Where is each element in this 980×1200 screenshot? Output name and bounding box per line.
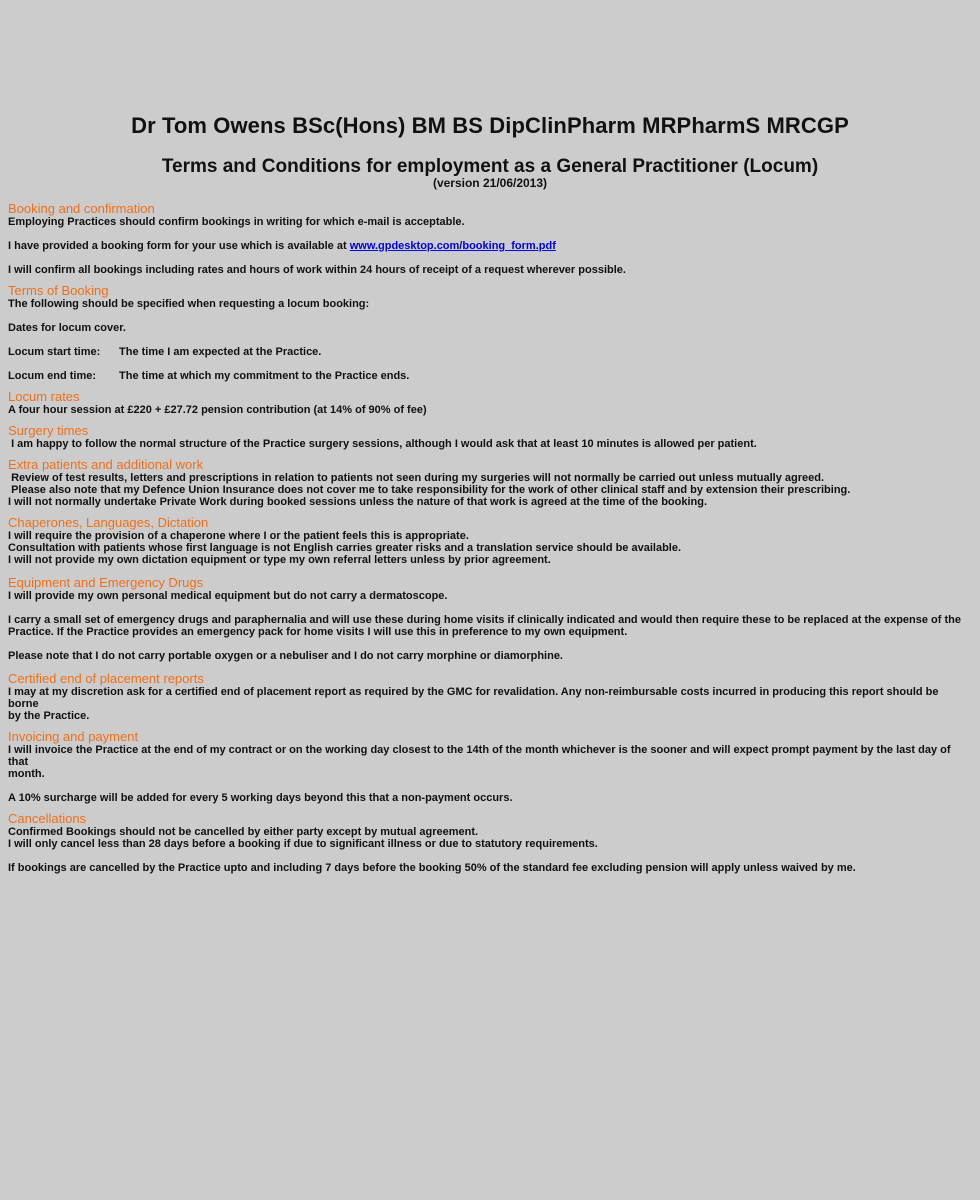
paragraph: I will invoice the Practice at the end of my contract or on the working day closest to the 14th of the month whichever is the sooner and will expect prompt payment by the last day of that xyxy=(8,744,954,768)
paragraph: Practice. If the Practice provides an emergency pack for home visits I will use this in preference to my own equipment. xyxy=(8,626,628,638)
paragraph: Dates for locum cover. xyxy=(8,322,126,334)
section-heading: Invoicing and payment xyxy=(8,729,139,744)
section-surgery xyxy=(8,424,972,450)
paragraph: Please note that I do not carry portable oxygen or a nebuliser and I do not carry morphine or diamorphine. xyxy=(8,650,563,662)
paragraph: I will not normally undertake Private Work during booked sessions unless the nature of that work is agreed at the time of the booking. xyxy=(8,496,708,508)
paragraph: I will confirm all bookings including rates and hours of work within 24 hours of receipt of a request wherever possible. xyxy=(8,264,626,276)
section-heading: Booking and confirmation xyxy=(8,201,155,216)
section-certified-reports xyxy=(8,672,972,722)
end-time-value: The time at which my commitment to the Practice ends. xyxy=(119,370,410,382)
section-terms xyxy=(8,284,972,382)
paragraph: I may at my discretion ask for a certified end of placement report as required by the GMC for revalidation. Any non-reimbursable costs incurred in producing this report should be borne xyxy=(8,686,942,710)
booking-form-text: I have provided a booking form for your use which is available at xyxy=(8,240,350,252)
paragraph: Employing Practices should confirm bookings in writing for which e-mail is acceptable. xyxy=(8,216,465,228)
document-version: (version 21/06/2013) xyxy=(432,176,548,190)
paragraph: I will not provide my own dictation equipment or type my own referral letters unless by prior agreement. xyxy=(8,554,551,566)
section-rates xyxy=(8,390,972,416)
document-title: Terms and Conditions for employment as a General Practitioner (Locum) xyxy=(161,156,819,177)
start-time-label: Locum start time: xyxy=(8,346,101,358)
section-equipment xyxy=(8,576,972,662)
start-time-row xyxy=(8,346,972,358)
document-content xyxy=(8,202,972,874)
section-booking xyxy=(8,202,972,276)
paragraph: If bookings are cancelled by the Practice upto and including 7 days before the booking 50% of the standard fee excluding pension will apply unless waived by me. xyxy=(8,862,856,874)
section-heading: Cancellations xyxy=(8,811,87,826)
paragraph: Consultation with patients whose first language is not English carries greater risks and a translation service should be available. xyxy=(8,542,682,554)
section-invoicing xyxy=(8,730,972,804)
paragraph: Review of test results, letters and prescriptions in relation to patients not seen during my surgeries will not normally be carried out unless mutually agreed. xyxy=(8,472,825,484)
paragraph: by the Practice. xyxy=(8,710,90,722)
start-time-value: The time I am expected at the Practice. xyxy=(119,346,322,358)
booking-form-link[interactable]: www.gpdesktop.com/booking_form.pdf xyxy=(349,240,556,252)
section-heading: Surgery times xyxy=(8,423,89,438)
section-heading: Extra patients and additional work xyxy=(8,457,204,472)
doctor-name: Dr Tom Owens BSc(Hons) BM BS DipClinPharm MRPharmS MRCGP xyxy=(131,113,849,138)
section-heading: Equipment and Emergency Drugs xyxy=(8,575,204,590)
paragraph: A 10% surcharge will be added for every 5 working days beyond this that a non-payment occurs. xyxy=(8,792,513,804)
paragraph: A four hour session at £220 + £27.72 pension contribution (at 14% of 90% of fee) xyxy=(8,404,427,416)
paragraph: Confirmed Bookings should not be cancelled by either party except by mutual agreement. xyxy=(8,826,479,838)
paragraph: I will require the provision of a chaperone where I or the patient feels this is appropriate. xyxy=(8,530,469,542)
paragraph: I will only cancel less than 28 days before a booking if due to significant illness or due to statutory requirements. xyxy=(8,838,598,850)
section-heading: Locum rates xyxy=(8,389,80,404)
section-heading: Terms of Booking xyxy=(8,283,109,298)
paragraph: Please also note that my Defence Union Insurance does not cover me to take responsibility for the work of other clinical staff and by extension their prescribing. xyxy=(8,484,851,496)
paragraph xyxy=(8,240,972,252)
end-time-label: Locum end time: xyxy=(8,370,97,382)
section-cancellations xyxy=(8,812,972,874)
section-extra-work xyxy=(8,458,972,508)
section-chaperones xyxy=(8,516,972,566)
end-time-row xyxy=(8,370,972,382)
paragraph: The following should be specified when requesting a locum booking: xyxy=(8,298,370,310)
paragraph: month. xyxy=(8,768,45,780)
paragraph: I carry a small set of emergency drugs and paraphernalia and will use these during home visits if clinically indicated and would then require these to be replaced at the expense of the xyxy=(8,614,961,626)
paragraph: I will provide my own personal medical equipment but do not carry a dermatoscope. xyxy=(8,590,448,602)
section-heading: Chaperones, Languages, Dictation xyxy=(8,515,209,530)
section-heading: Certified end of placement reports xyxy=(8,671,204,686)
paragraph: I am happy to follow the normal structure of the Practice surgery sessions, although I would ask that at least 10 minutes is allowed per patient. xyxy=(8,438,757,450)
